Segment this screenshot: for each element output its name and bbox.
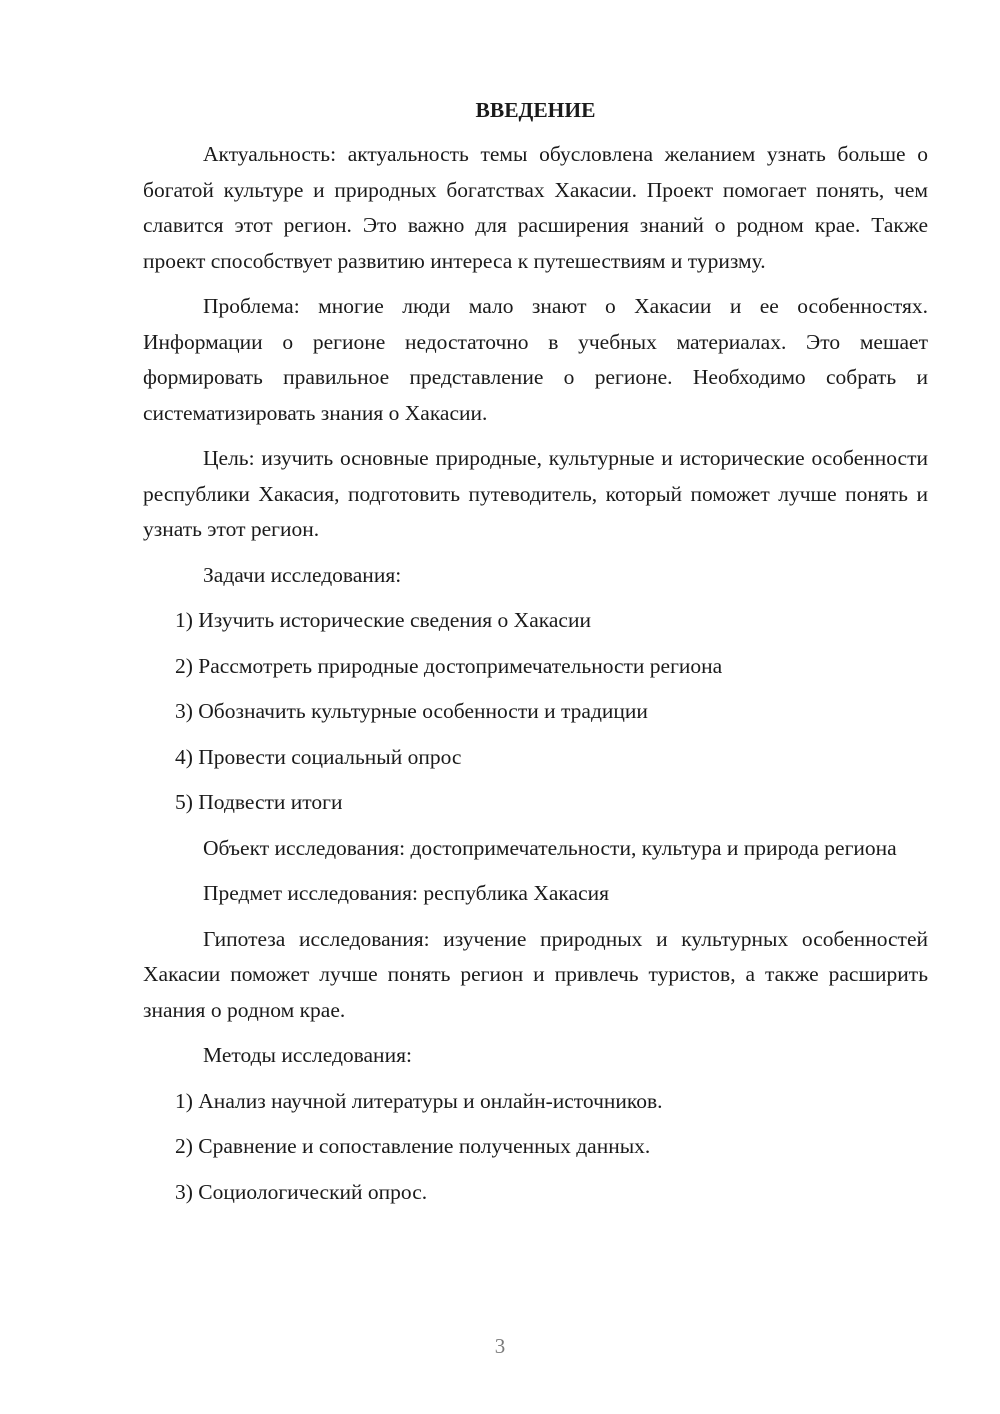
section-title: ВВЕДЕНИЕ — [475, 98, 596, 122]
goal-paragraph: Цель: изучить основные природные, культурные и исторические особенности республики Хакасия, подготовить путеводитель, который поможет лучше понять и узнать этот регион. — [143, 446, 928, 541]
hypothesis-paragraph: Гипотеза исследования: изучение природных и культурных особенностей Хакасии поможет лучше понять регион и привлечь туристов, а также расширить знания о родном крае. — [143, 926, 928, 1022]
method-item: 2) Сравнение и сопоставление полученных данных. — [175, 1134, 651, 1158]
tasks-heading: Задачи исследования: — [203, 562, 402, 587]
method-item: 3) Социологический опрос. — [175, 1179, 428, 1204]
method-item: 1) Анализ научной литературы и онлайн-источников. — [175, 1088, 663, 1113]
document-page — [143, 90, 928, 1220]
object-paragraph: Объект исследования: достопримечательности, культура и природа региона — [203, 835, 897, 860]
task-item: 3) Обозначить культурные особенности и традиции — [175, 699, 648, 723]
subject-paragraph: Предмет исследования: республика Хакасия — [203, 881, 610, 905]
methods-heading: Методы исследования: — [203, 1043, 412, 1067]
task-item: 1) Изучить исторические сведения о Хакасии — [175, 608, 591, 632]
relevance-paragraph: Актуальность: актуальность темы обусловлена желанием узнать больше о богатой культуре и природных богатствах Хакасии. Проект помогает понять, чем славится этот регион. Это важно для расширения знаний о родном крае. Также проект способствует развитию интереса к путешествиям и туризму. — [143, 142, 928, 273]
task-item: 5) Подвести итоги — [175, 790, 343, 814]
page-number: 3 — [494, 1334, 506, 1358]
task-item: 4) Провести социальный опрос — [175, 744, 462, 769]
problem-paragraph: Проблема: многие люди мало знают о Хакасии и ее особенностях. Информации о регионе недостаточно в учебных материалах. Это мешает формировать правильное представление о регионе. Необходимо собрать и систематизировать знания о Хакасии. — [143, 294, 928, 425]
task-item: 2) Рассмотреть природные достопримечательности региона — [175, 653, 723, 678]
